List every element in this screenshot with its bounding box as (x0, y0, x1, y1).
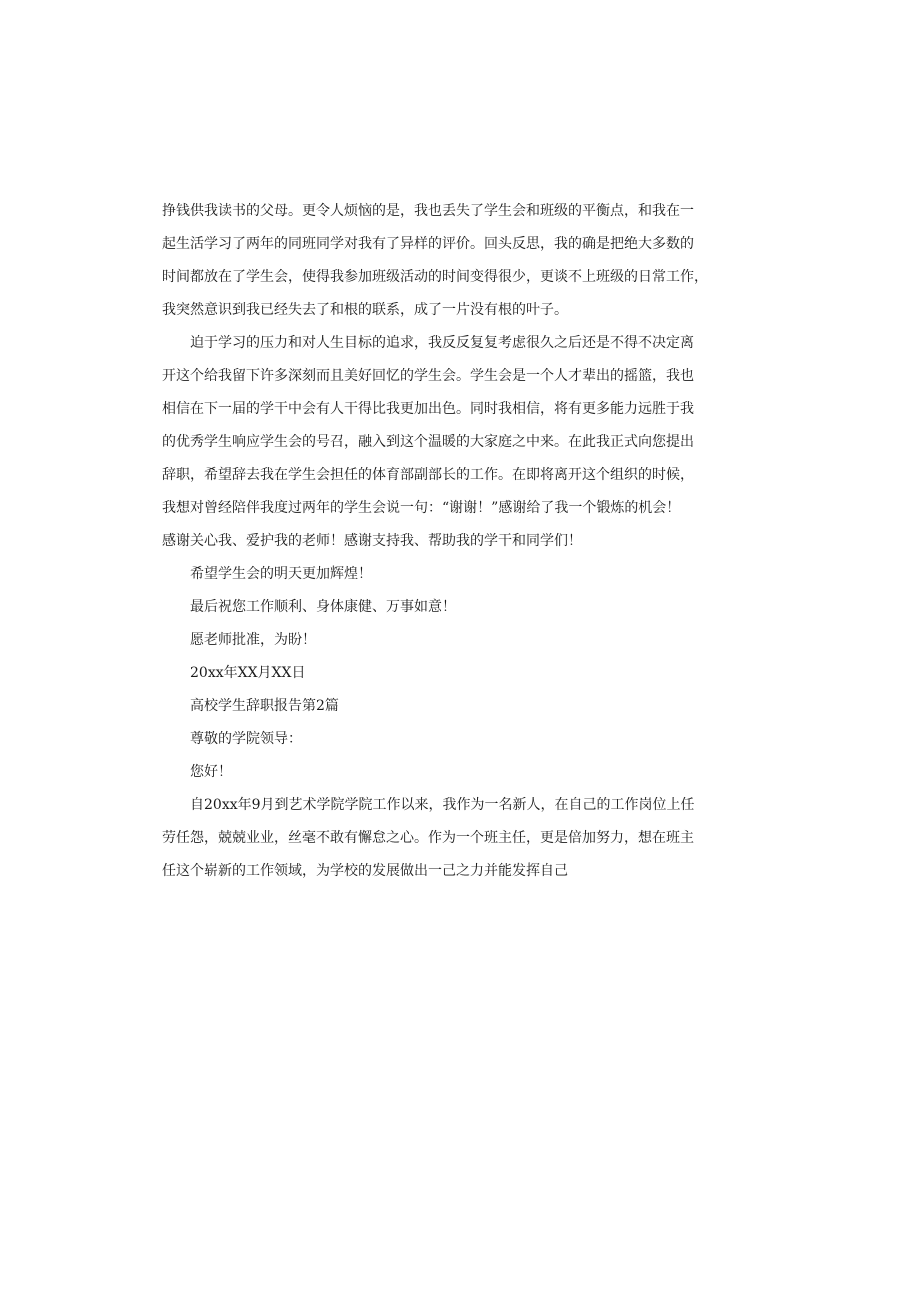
paragraph-line: 劳任怨，兢兢业业，丝毫不敢有懈怠之心。作为一个班主任，更是倍加努力，想在班主 (162, 830, 694, 846)
paragraph-line: 相信在下一届的学干中会有人干得比我更加出色。同时我相信，将有更多能力远胜于我 (162, 401, 694, 417)
section-title: 高校学生辞职报告第2篇 (190, 698, 339, 714)
paragraph-line: 时间都放在了学生会，使得我参加班级活动的时间变得很少，更谈不上班级的日常工作， (162, 269, 708, 285)
paragraph-2 (162, 327, 754, 558)
paragraph-3 (162, 789, 754, 888)
wish-line: 希望学生会的明天更加辉煌！ (190, 566, 372, 582)
salutation-line: 尊敬的学院领导： (190, 731, 302, 747)
paragraph-line: 感谢关心我、爱护我的老师！感谢支持我、帮助我的学干和同学们！ (162, 533, 582, 549)
paragraph-1 (162, 195, 754, 327)
paragraph-line: 自20xx年9月到艺术学院学院工作以来，我作为一名新人，在自己的工作岗位上任 (190, 797, 695, 813)
paragraph-line: 我想对曾经陪伴我度过两年的学生会说一句：“谢谢！”感谢给了我一个锻炼的机会！ (162, 500, 681, 516)
paragraph-line: 迫于学习的压力和对人生目标的追求，我反反复复考虑很久之后还是不得不决定离 (190, 335, 694, 351)
paragraph-line: 我突然意识到我已经失去了和根的联系，成了一片没有根的叶子。 (162, 302, 568, 318)
paragraph-line: 起生活学习了两年的同班同学对我有了异样的评价。回头反思，我的确是把绝大多数的 (162, 236, 694, 252)
paragraph-line: 辞职，希望辞去我在学生会担任的体育部副部长的工作。在即将离开这个组织的时候， (162, 467, 694, 483)
request-line: 愿老师批准，为盼！ (190, 632, 316, 648)
paragraph-line: 的优秀学生响应学生会的号召，融入到这个温暖的大家庭之中来。在此我正式向您提出 (162, 434, 694, 450)
greeting-line: 您好！ (190, 764, 232, 780)
paragraph-line: 任这个崭新的工作领域，为学校的发展做出一己之力并能发挥自己 (162, 863, 568, 879)
paragraph-line: 开这个给我留下许多深刻而且美好回忆的学生会。学生会是一个人才辈出的摇篮，我也 (162, 368, 694, 384)
date-line: 20xx年XX月XX日 (190, 665, 306, 681)
document-page (162, 195, 754, 888)
closing-wish-line: 最后祝您工作顺利、身体康健、万事如意！ (190, 599, 456, 615)
paragraph-line: 挣钱供我读书的父母。更令人烦恼的是，我也丢失了学生会和班级的平衡点，和我在一 (162, 203, 694, 219)
